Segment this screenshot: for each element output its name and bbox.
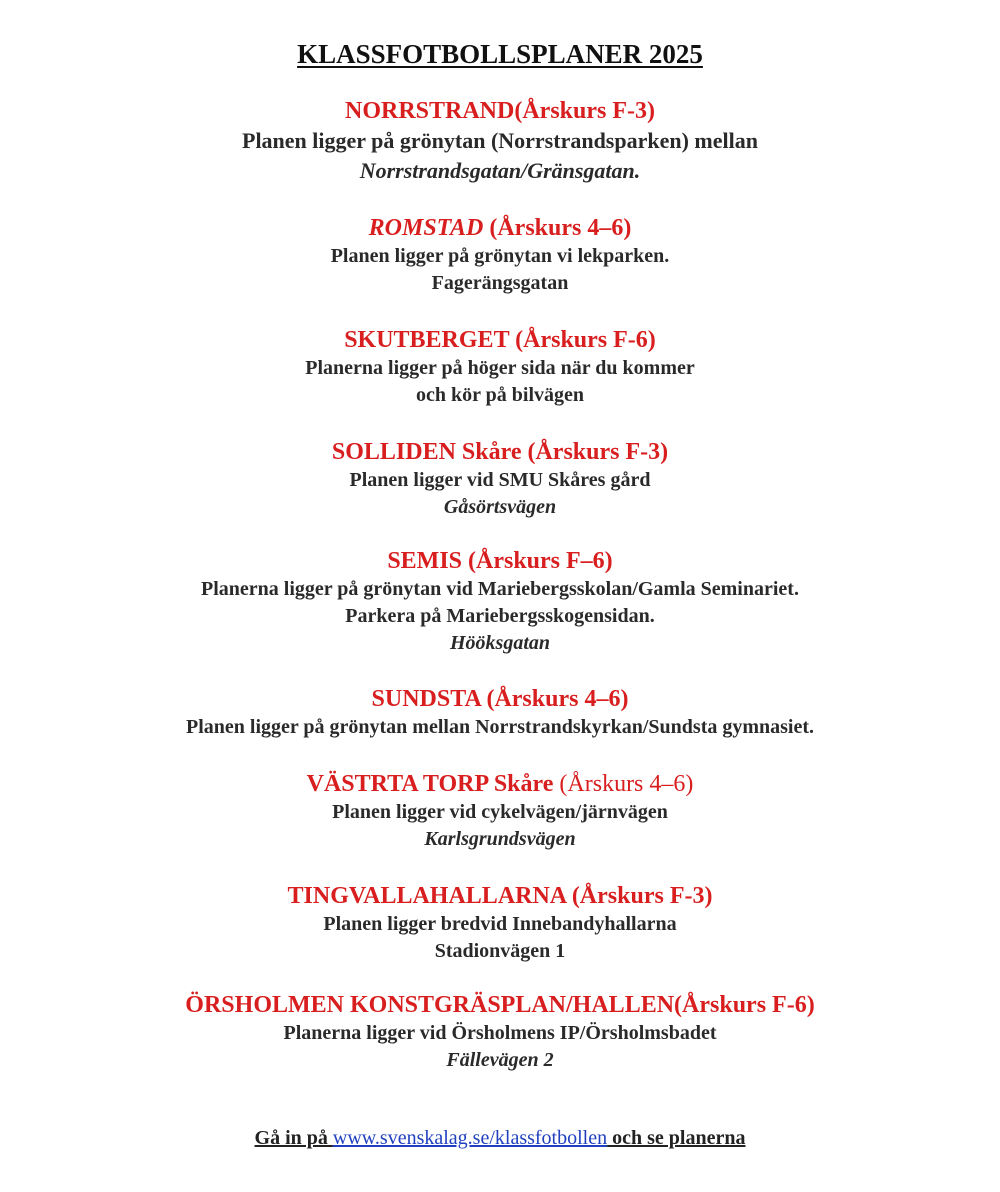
page-title: KLASSFOTBOLLSPLANER 2025 (297, 39, 703, 69)
section-skutberget (0, 325, 1000, 409)
section-orsholmen (0, 990, 1000, 1074)
section-semis (0, 546, 1000, 657)
section-description: Planerna ligger på höger sida när du kommer (305, 357, 695, 379)
section-heading: SOLLIDEN Skåre (Årskurs F-3) (331, 439, 669, 465)
section-heading: NORRSTRAND(Årskurs F-3) (345, 98, 655, 124)
section-address: Fällevägen 2 (446, 1049, 554, 1071)
klassfotbollen-link[interactable]: www.svenskalag.se/klassfotbollen (332, 1127, 608, 1149)
section-heading-rest: (Årskurs 4–6) (483, 215, 632, 241)
section-description: Planen ligger på grönytan (Norrstrandsparken) mellan (242, 128, 758, 153)
section-description: Planen ligger vid SMU Skåres gård (349, 469, 651, 491)
section-heading (0, 213, 1000, 243)
footer-note (0, 1124, 1000, 1152)
section-heading: SKUTBERGET (Årskurs F-6) (344, 327, 656, 353)
section-description: Planen ligger vid cykelvägen/järnvägen (332, 801, 668, 823)
section-address: Norrstrandsgatan/Gränsgatan. (359, 158, 641, 183)
section-heading: SEMIS (Årskurs F–6) (387, 548, 613, 574)
section-address: Gåsörtsvägen (443, 496, 557, 518)
section-address: Karlsgrundsvägen (424, 828, 576, 850)
section-description: Planen ligger på grönytan vi lekparken. (330, 245, 670, 267)
section-parking-note: Parkera på Mariebergsskogensidan. (345, 605, 655, 627)
section-tingvallahallarna (0, 881, 1000, 965)
section-address: Hööksgatan (449, 632, 551, 654)
section-description-2: och kör på bilvägen (416, 384, 584, 406)
section-address: Stadionvägen 1 (434, 940, 566, 962)
section-heading: TINGVALLAHALLARNA (Årskurs F-3) (287, 883, 713, 909)
section-address: Fagerängsgatan (431, 272, 569, 294)
footer-prefix: Gå in på (254, 1127, 333, 1149)
section-heading-italic: ROMSTAD (368, 215, 484, 241)
section-description: Planerna ligger på grönytan vid Mariebergsskolan/Gamla Seminariet. (201, 578, 799, 600)
section-heading: SUNDSTA (Årskurs 4–6) (371, 686, 629, 712)
section-heading (0, 769, 1000, 799)
section-solliden (0, 437, 1000, 521)
section-sundsta (0, 684, 1000, 741)
section-heading: ÖRSHOLMEN KONSTGRÄSPLAN/HALLEN(Årskurs F-6) (185, 992, 815, 1018)
section-description: Planen ligger på grönytan mellan Norrstrandskyrkan/Sundsta gymnasiet. (185, 716, 815, 738)
section-heading-bold: VÄSTRTA TORP Skåre (306, 771, 560, 797)
section-vastra-torp (0, 769, 1000, 853)
section-romstad (0, 213, 1000, 297)
section-description: Planerna ligger vid Örsholmens IP/Örsholmsbadet (283, 1022, 717, 1044)
footer-suffix: och se planerna (607, 1127, 746, 1149)
section-norrstrand (0, 96, 1000, 186)
section-heading-normal: (Årskurs 4–6) (559, 771, 694, 797)
section-description: Planen ligger bredvid Innebandyhallarna (323, 913, 677, 935)
